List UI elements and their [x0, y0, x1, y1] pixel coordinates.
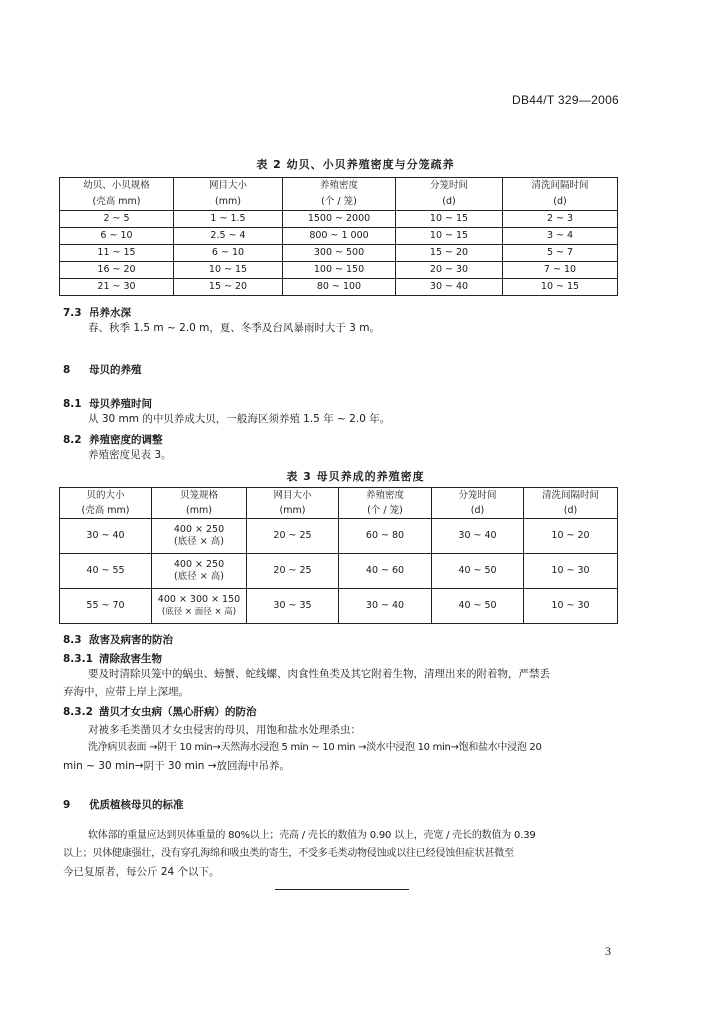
density-cell: 30 ~ 40 [339, 589, 432, 624]
cleaning-interval-cell: 10 ~ 30 [524, 589, 618, 624]
table-2-header-cell: 幼贝、小贝规格 [60, 178, 174, 195]
section-8-3-2-line-3: min ~ 30 min→阴干 30 min →放回海中吊养。 [63, 760, 291, 772]
table-cell: 800 ~ 1 000 [283, 228, 396, 245]
table-3-header-cell: 清洗间隔时间 [524, 488, 618, 504]
table-cell: 2 ~ 3 [503, 211, 618, 228]
document-code: DB44/T 329—2006 [512, 93, 620, 107]
table-cell: 10 ~ 15 [396, 211, 503, 228]
table-2-header-cell: 清洗间隔时间 [503, 178, 618, 195]
table-cell: 80 ~ 100 [283, 279, 396, 296]
table-3-header-cell: 贝的大小 [60, 488, 152, 504]
table-3-header-cell: 分笼时间 [432, 488, 524, 504]
table-cell: 15 ~ 20 [174, 279, 283, 296]
table-3-header-unit-cell: (个 / 笼) [339, 503, 432, 519]
table-3-header-cell: 网目大小 [247, 488, 339, 504]
cage-spec-dimensions: 400 × 250 [173, 524, 225, 535]
section-8-3-1-line-2: 弃海中，应带上岸上深埋。 [63, 686, 189, 698]
table-3 [59, 487, 618, 624]
mesh-size-cell: 30 ~ 35 [247, 589, 339, 624]
table-cell: 100 ~ 150 [283, 262, 396, 279]
section-7-3-text: 春、秋季 1.5 m ~ 2.0 m，夏、冬季及台风暴雨时大于 3 m。 [88, 322, 380, 334]
table-2-header-unit-cell: (壳高 mm) [60, 194, 174, 211]
split-time-cell: 40 ~ 50 [432, 554, 524, 589]
table-3-header-row [60, 488, 618, 504]
table-2-header-unit-cell: (个 / 笼) [283, 194, 396, 211]
table-2-header-cell: 养殖密度 [283, 178, 396, 195]
cleaning-interval-cell: 10 ~ 30 [524, 554, 618, 589]
table-row [60, 245, 618, 262]
table-row [60, 228, 618, 245]
cage-spec-note: (底径 × 高) [174, 571, 224, 582]
table-cell: 10 ~ 15 [503, 279, 618, 296]
density-cell: 40 ~ 60 [339, 554, 432, 589]
section-9-line-2: 以上；贝体健康强壮，没有穿孔海绵和吸虫类的寄生，不受多毛类动物侵蚀或以往已经侵蚀但症状甚微至 [63, 848, 514, 859]
table-2-header-cell: 分笼时间 [396, 178, 503, 195]
table-2 [59, 177, 618, 296]
table-row [60, 279, 618, 296]
split-time-cell: 30 ~ 40 [432, 519, 524, 554]
cleaning-interval-cell: 10 ~ 20 [524, 519, 618, 554]
section-7-3-heading: 7.3 吊养水深 [63, 307, 131, 319]
page-number: 3 [605, 944, 611, 958]
mesh-size-cell: 20 ~ 25 [247, 554, 339, 589]
density-cell: 60 ~ 80 [339, 519, 432, 554]
table-cell: 10 ~ 15 [396, 228, 503, 245]
table-3-header-unit-cell: (d) [432, 503, 524, 519]
section-8-3-2-heading: 8.3.2 凿贝才女虫病（黑心肝病）的防治 [63, 706, 257, 718]
table-row [60, 262, 618, 279]
table-2-header-unit-cell: (mm) [174, 194, 283, 211]
cage-spec-note: (底径 × 面径 × 高) [161, 607, 237, 617]
cage-spec-cell [152, 519, 247, 554]
section-8-2-heading: 8.2 养殖密度的调整 [63, 434, 163, 446]
section-9-heading: 9 优质植核母贝的标准 [63, 799, 184, 811]
cage-spec-cell [152, 554, 247, 589]
section-9-line-3: 今已复原者，每公斤 24 个以下。 [63, 866, 220, 878]
table-3-header-unit-cell: (d) [524, 503, 618, 519]
mesh-size-cell: 20 ~ 25 [247, 519, 339, 554]
table-2-header-row [60, 178, 618, 195]
table-cell: 5 ~ 7 [503, 245, 618, 262]
table-cell: 15 ~ 20 [396, 245, 503, 262]
table-cell: 3 ~ 4 [503, 228, 618, 245]
table-row [60, 211, 618, 228]
table-cell: 7 ~ 10 [503, 262, 618, 279]
table-cell: 6 ~ 10 [60, 228, 174, 245]
cage-spec-dimensions: 400 × 300 × 150 [157, 594, 241, 605]
table-row [60, 589, 618, 624]
shell-size-cell: 30 ~ 40 [60, 519, 152, 554]
table-cell: 21 ~ 30 [60, 279, 174, 296]
table-3-header-unit-cell: (mm) [152, 503, 247, 519]
table-cell: 1 ~ 1.5 [174, 211, 283, 228]
section-8-2-text: 养殖密度见表 3。 [88, 449, 172, 461]
table-3-header-cell: 养殖密度 [339, 488, 432, 504]
table-row [60, 554, 618, 589]
cage-spec-cell [152, 589, 247, 624]
table-2-header-unit-cell: (d) [503, 194, 618, 211]
table-cell: 6 ~ 10 [174, 245, 283, 262]
table-2-header-cell: 网目大小 [174, 178, 283, 195]
table-2-header-unit-row [60, 194, 618, 211]
shell-size-cell: 40 ~ 55 [60, 554, 152, 589]
cage-spec-note: (底径 × 高) [174, 536, 224, 547]
table-3-header-cell: 贝笼规格 [152, 488, 247, 504]
section-8-3-2-line-1: 对被多毛类凿贝才女虫侵害的母贝，用饱和盐水处理杀虫： [88, 724, 361, 736]
table-cell: 2.5 ~ 4 [174, 228, 283, 245]
split-time-cell: 40 ~ 50 [432, 589, 524, 624]
section-8-3-2-line-2: 洗净病贝表面 →阴干 10 min→天然海水浸泡 5 min ~ 10 min →淡水中浸泡 10 min→饱和盐水中浸泡 20 [88, 742, 542, 753]
table-3-header-unit-cell: (mm) [247, 503, 339, 519]
section-8-heading: 8 母贝的养殖 [63, 364, 142, 376]
section-8-3-1-line-1: 要及时清除贝笼中的蜗虫、螃蟹、蛇线螺、肉食性鱼类及其它附着生物，清理出来的附着物，严禁丢 [88, 668, 550, 680]
section-8-3-1-heading: 8.3.1 清除敌害生物 [63, 653, 162, 665]
section-8-1-heading: 8.1 母贝养殖时间 [63, 398, 152, 410]
section-9-line-1: 软体部的重量应达到贝体重量的 80%以上；壳高 / 壳长的数值为 0.90 以上，壳宽 / 壳长的数值为 0.39 [88, 830, 536, 841]
table-3-header-unit-cell: (壳高 mm) [60, 503, 152, 519]
cage-spec-dimensions: 400 × 250 [173, 559, 225, 570]
end-of-text-rule [275, 889, 409, 890]
table-cell: 1500 ~ 2000 [283, 211, 396, 228]
table-3-caption: 表 3 母贝养成的养殖密度 [286, 470, 425, 483]
table-cell: 30 ~ 40 [396, 279, 503, 296]
table-2-header-unit-cell: (d) [396, 194, 503, 211]
shell-size-cell: 55 ~ 70 [60, 589, 152, 624]
table-cell: 2 ~ 5 [60, 211, 174, 228]
table-cell: 20 ~ 30 [396, 262, 503, 279]
table-3-header-unit-row [60, 503, 618, 519]
table-cell: 300 ~ 500 [283, 245, 396, 262]
table-cell: 16 ~ 20 [60, 262, 174, 279]
table-cell: 11 ~ 15 [60, 245, 174, 262]
table-row [60, 519, 618, 554]
table-cell: 10 ~ 15 [174, 262, 283, 279]
section-8-1-text: 从 30 mm 的中贝养成大贝，一般海区须养殖 1.5 年 ~ 2.0 年。 [88, 413, 391, 425]
section-8-3-heading: 8.3 敌害及病害的防治 [63, 634, 173, 646]
table-2-caption: 表 2 幼贝、小贝养殖密度与分笼疏养 [256, 158, 455, 171]
